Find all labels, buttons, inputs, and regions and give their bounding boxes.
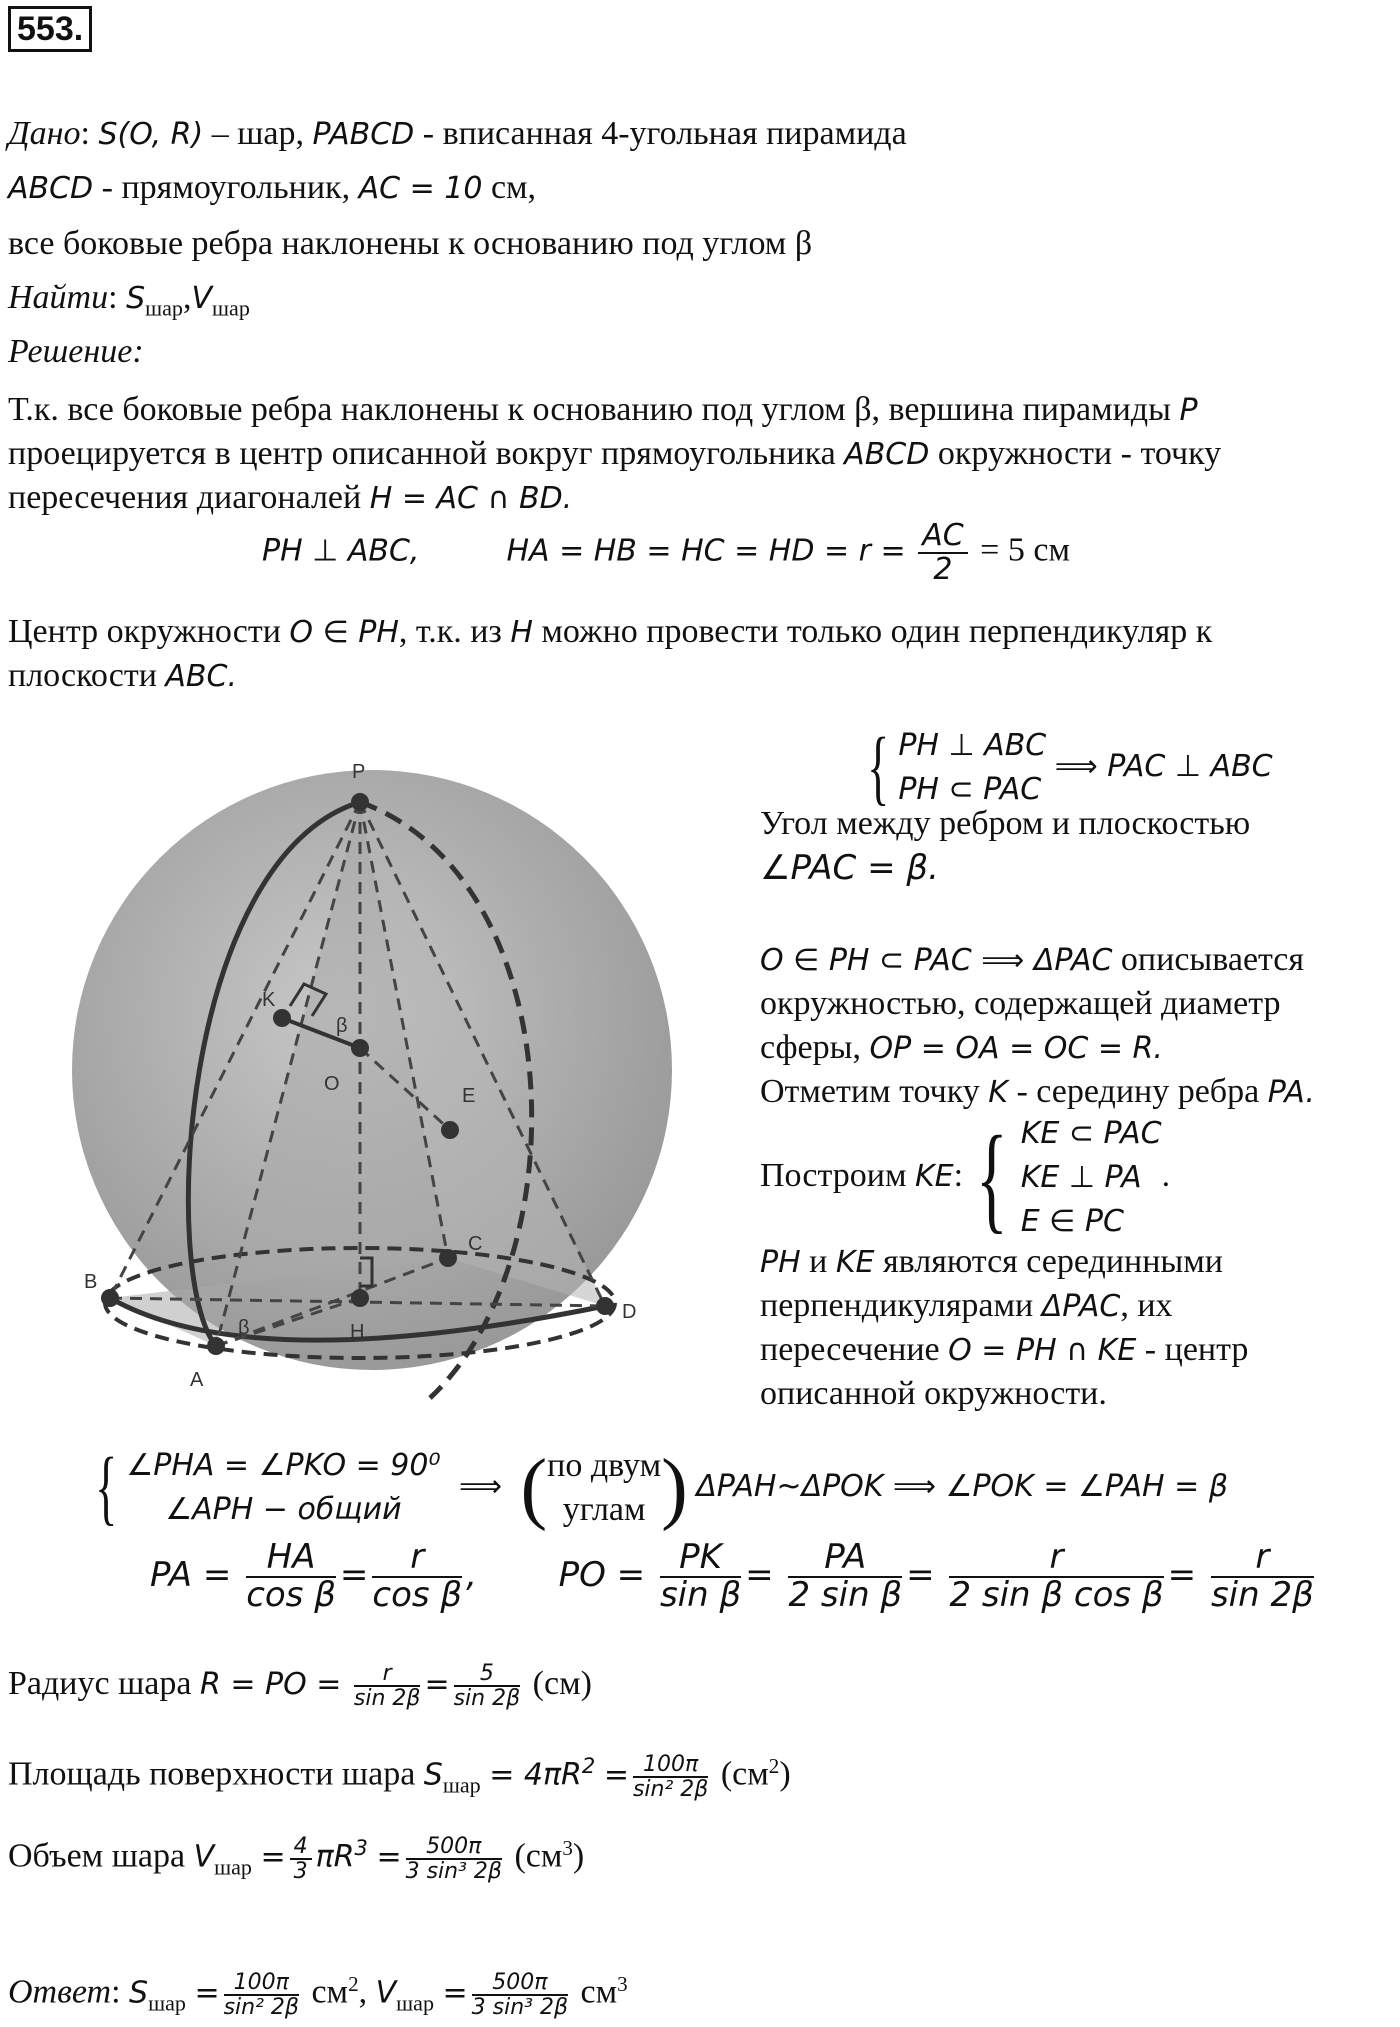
perp-line (760, 1284, 1173, 1329)
similarity-result: ΔPAH~ΔPOK ⟹ ∠POK = ∠PAH = β (696, 1468, 1228, 1504)
answer-line: Ответ: $S_{шар}$ = $\frac{100\pi}{\text{sin² 2β}}$ $см^2$, $V_{шар}$ = $\frac{500\pi}{\text{3 sin³ 2β}}$ $см^3$ (8, 1969, 628, 2020)
math: ABC. (165, 659, 237, 694)
fraction (454, 1662, 521, 1710)
solution-text: Решение (8, 333, 133, 370)
circle-text: окружностью, содержащей диаметр (760, 985, 1281, 1022)
denominator: sin 2β (353, 1686, 421, 1712)
math: PO = (558, 1555, 646, 1596)
numerator: 500π (472, 1971, 568, 1996)
fraction (633, 1753, 708, 1801)
sys-line: PH ⊥ ABC (898, 728, 1047, 763)
power: 2 (581, 1753, 596, 1778)
system-1 (858, 721, 1273, 814)
text: сферы, (760, 1029, 870, 1066)
brace: { (976, 1111, 1008, 1244)
subscript: шар (396, 1990, 435, 2016)
label-a: A (190, 1369, 204, 1391)
unit: см (580, 1973, 618, 2011)
denominator: cos β (372, 1574, 463, 1615)
arrow: ⟹ (458, 1468, 502, 1504)
unit: ) (572, 1837, 585, 1875)
paren-line: углам (562, 1491, 646, 1528)
fraction (224, 1971, 299, 2019)
math: πR (315, 1839, 355, 1875)
unit: (см (514, 1837, 563, 1875)
paren-lines (547, 1444, 661, 1532)
given-label: Дано (8, 115, 81, 152)
power: 3 (354, 1835, 368, 1860)
given-line-2 (8, 166, 536, 211)
subscript: шар (212, 295, 250, 321)
subscript: шар (442, 1772, 481, 1798)
area-line (8, 1744, 791, 1807)
unit: ) (779, 1755, 791, 1793)
paren-line: по двум (547, 1447, 662, 1484)
text: и (800, 1243, 836, 1280)
unit: (см (720, 1755, 769, 1793)
text: Отметим точку (760, 1073, 989, 1110)
numerator: 4 (290, 1835, 312, 1860)
denominator: 2 sin β cos β (949, 1574, 1164, 1615)
text: , т.к. из (398, 613, 511, 650)
label-p: P (352, 761, 366, 783)
math: KE (914, 1158, 954, 1194)
label-e: E (462, 1085, 476, 1107)
math: PA. (1267, 1075, 1315, 1110)
math: P (1179, 393, 1198, 428)
system-lines (1021, 1112, 1162, 1244)
math: H (510, 615, 533, 650)
denominator: sin 2β (1210, 1574, 1314, 1615)
given-line-1 (8, 112, 907, 157)
text: Радиус шара (8, 1665, 200, 1702)
math: S (129, 1975, 149, 2011)
unit-power: 3 (617, 1972, 628, 1996)
subscript: шар (148, 1990, 186, 2016)
result: = 5 см (980, 531, 1070, 569)
build-line: Построим KE: { KE ⊂ PAC KE ⊥ PA E ∈ PC . (760, 1111, 1171, 1244)
ac-value: AC = 10 (358, 171, 483, 206)
denominator: sin² 2β (632, 1776, 709, 1802)
eq: = (1167, 1555, 1197, 1596)
math: ΔPAC (1041, 1289, 1121, 1324)
formula-radius-base (262, 520, 1070, 585)
math: K (988, 1075, 1008, 1110)
unit-power: 2 (348, 1972, 359, 1996)
radius-line (8, 1662, 592, 1710)
angle-text: Угол между ребром и плоскостью (760, 805, 1251, 842)
denominator: 3 sin³ 2β (471, 1994, 569, 2020)
text: можно провести только один перпендикуляр к (532, 613, 1213, 650)
numerator: r (354, 1662, 421, 1687)
text: - середину ребра (1007, 1073, 1268, 1110)
numerator: 5 (454, 1662, 521, 1687)
find-label: Найти (8, 279, 109, 316)
rect-name: ABCD (8, 171, 94, 206)
eq: = (376, 1839, 402, 1875)
math: HA = HB = HC = HD = r = (506, 533, 906, 569)
fraction (354, 1662, 421, 1710)
denominator: 2 sin β (788, 1574, 903, 1615)
para1-line3 (8, 476, 572, 521)
text: описывается (1112, 941, 1305, 978)
para1-line1 (8, 388, 1198, 433)
area-symbol: S (126, 281, 146, 316)
text: плоскости (8, 657, 166, 694)
math: V (193, 1839, 215, 1875)
label-beta-top: β (336, 1015, 348, 1037)
text: пересечения диагоналей (8, 479, 370, 516)
numerator: r (949, 1540, 1163, 1578)
brace: { (867, 721, 890, 814)
find-line: Найти: $S_{шар},V_{шар}$ (8, 279, 250, 321)
eq: = (260, 1839, 286, 1875)
fraction (290, 1835, 312, 1883)
math: S (423, 1757, 443, 1793)
numerator: r (1211, 1540, 1314, 1578)
sys-line: PH ⊂ PAC (898, 772, 1042, 807)
sys-line: E ∈ PC (1020, 1204, 1124, 1239)
text: пересечение (760, 1331, 949, 1368)
similarity-system: { ∠PHA = ∠PKO = 90⁰ ∠APH − общий ⟹ ( по двум углам ) ΔPAH~ΔPOK ⟹ ∠POK = ∠PAH = β (95, 1441, 1228, 1534)
sys-line: KE ⊂ PAC (1020, 1116, 1162, 1151)
eq: = (442, 1975, 468, 2011)
text: являются серединными (874, 1243, 1223, 1280)
subscript: шар (214, 1854, 252, 1880)
numerator: HA (246, 1540, 336, 1578)
fraction (788, 1537, 903, 1615)
eq: = (906, 1555, 935, 1596)
given-line-3: все боковые ребра наклонены к основанию под углом β (8, 225, 813, 262)
pyramid-name: PABCD (312, 117, 415, 152)
label-b: B (84, 1271, 98, 1293)
sys-line: ∠APH − общий (165, 1492, 402, 1527)
label-h: H (350, 1321, 365, 1343)
label-d: D (622, 1301, 637, 1323)
unit-power: 3 (562, 1836, 573, 1860)
denominator: 3 sin³ 2β (405, 1858, 502, 1884)
math: PH (760, 1245, 801, 1280)
label-k: K (262, 989, 276, 1011)
fraction (949, 1537, 1164, 1615)
fraction (1210, 1537, 1314, 1615)
unit-power: 2 (768, 1754, 780, 1778)
o-line (760, 938, 1304, 983)
desc-line: описанной окружности. (760, 1375, 1107, 1412)
math: ABCD (844, 437, 930, 472)
math: H = AC ∩ BD. (369, 481, 573, 516)
eq: = (603, 1757, 629, 1793)
sys-result: ⟹ PAC ⊥ ABC (1054, 748, 1273, 784)
numerator: 100π (633, 1753, 708, 1778)
unit: (см) (532, 1665, 592, 1702)
system-lines (898, 724, 1046, 812)
text: Площадь поверхности шара (8, 1755, 424, 1793)
text: Объем шара (8, 1837, 194, 1875)
text: проецируется в центр описанной вокруг прямоугольника (8, 435, 845, 472)
text: - вписанная 4-угольная пирамида (414, 115, 907, 152)
eq: = (424, 1667, 450, 1702)
eq: = (745, 1555, 774, 1596)
text: окружности - точку (929, 435, 1222, 472)
eq: = (339, 1555, 369, 1596)
text: - центр (1136, 1331, 1249, 1368)
denominator: sin² 2β (223, 1994, 299, 2020)
fraction (918, 520, 967, 585)
ph-line (760, 1240, 1223, 1285)
angle-eq: ∠PAC = β. (760, 848, 939, 888)
math: O ∈ PH ⊂ PAC ⟹ ΔPAC (760, 943, 1113, 978)
inter-line (760, 1328, 1248, 1373)
mark-line (760, 1070, 1315, 1115)
text: Центр окружности (8, 613, 290, 650)
para2-line1 (8, 610, 1212, 655)
text: - прямоугольник, (93, 169, 359, 206)
unit: см (311, 1973, 349, 2011)
text: Построим (760, 1156, 915, 1194)
math: R = PO = (199, 1667, 342, 1702)
eq: = (194, 1975, 220, 2011)
numerator: r (372, 1540, 462, 1578)
system-lines (126, 1444, 440, 1532)
comma: , (466, 1555, 477, 1596)
sphere-notation: S(O, R) (98, 117, 204, 152)
label-beta-bottom: β (238, 1317, 250, 1339)
text: – шар, (203, 115, 313, 152)
numerator: AC (918, 520, 967, 554)
text: , их (1120, 1287, 1173, 1324)
text: см, (482, 169, 537, 206)
text: перпендикулярами (760, 1287, 1042, 1324)
volume-line (8, 1826, 584, 1889)
para1-line2 (8, 432, 1221, 477)
fraction (246, 1537, 336, 1615)
math: OP = OA = OC = R. (869, 1031, 1163, 1066)
fraction (372, 1537, 463, 1615)
para2-line2 (8, 654, 237, 699)
denominator: cos β (246, 1574, 336, 1615)
numerator: PA (788, 1540, 902, 1578)
denominator: 3 (293, 1858, 308, 1884)
sphere-pyramid-figure (50, 738, 690, 1408)
numerator: PK (660, 1540, 741, 1578)
colon: : (80, 115, 90, 152)
denominator: sin β (659, 1574, 742, 1615)
numerator: 100π (224, 1971, 299, 1996)
math: PA = (150, 1555, 232, 1596)
solution-label: Решение: (8, 333, 144, 370)
sys-line: ∠PHA = ∠PKO = 90⁰ (126, 1448, 441, 1483)
fraction (406, 1835, 502, 1883)
pa-po-formula (150, 1537, 1318, 1615)
math: O ∈ PH (289, 615, 399, 650)
numerator: 500π (406, 1835, 502, 1860)
math: PH ⊥ ABC, (262, 533, 420, 569)
subscript: шар (145, 295, 183, 321)
denominator: 2 (933, 551, 953, 587)
text: Т.к. все боковые ребра наклонены к основанию под углом β, вершина пирамиды (8, 391, 1180, 428)
label-c: C (468, 1233, 483, 1255)
math: O = PH ∩ KE (948, 1333, 1137, 1368)
fraction (659, 1537, 742, 1615)
label-o: O (324, 1073, 340, 1095)
volume-symbol: V (191, 281, 213, 316)
denominator: sin 2β (453, 1686, 521, 1712)
separator: , (358, 1973, 368, 2011)
problem-number: 553. (8, 6, 92, 52)
answer-label: Ответ (8, 1973, 112, 2011)
math: = 4πR (489, 1757, 582, 1793)
sys-line: KE ⊥ PA (1020, 1160, 1142, 1195)
brace: { (95, 1441, 118, 1534)
fraction (472, 1971, 568, 2019)
math: KE (835, 1245, 875, 1280)
sphere-line (760, 1026, 1163, 1071)
math: V (375, 1975, 397, 2011)
